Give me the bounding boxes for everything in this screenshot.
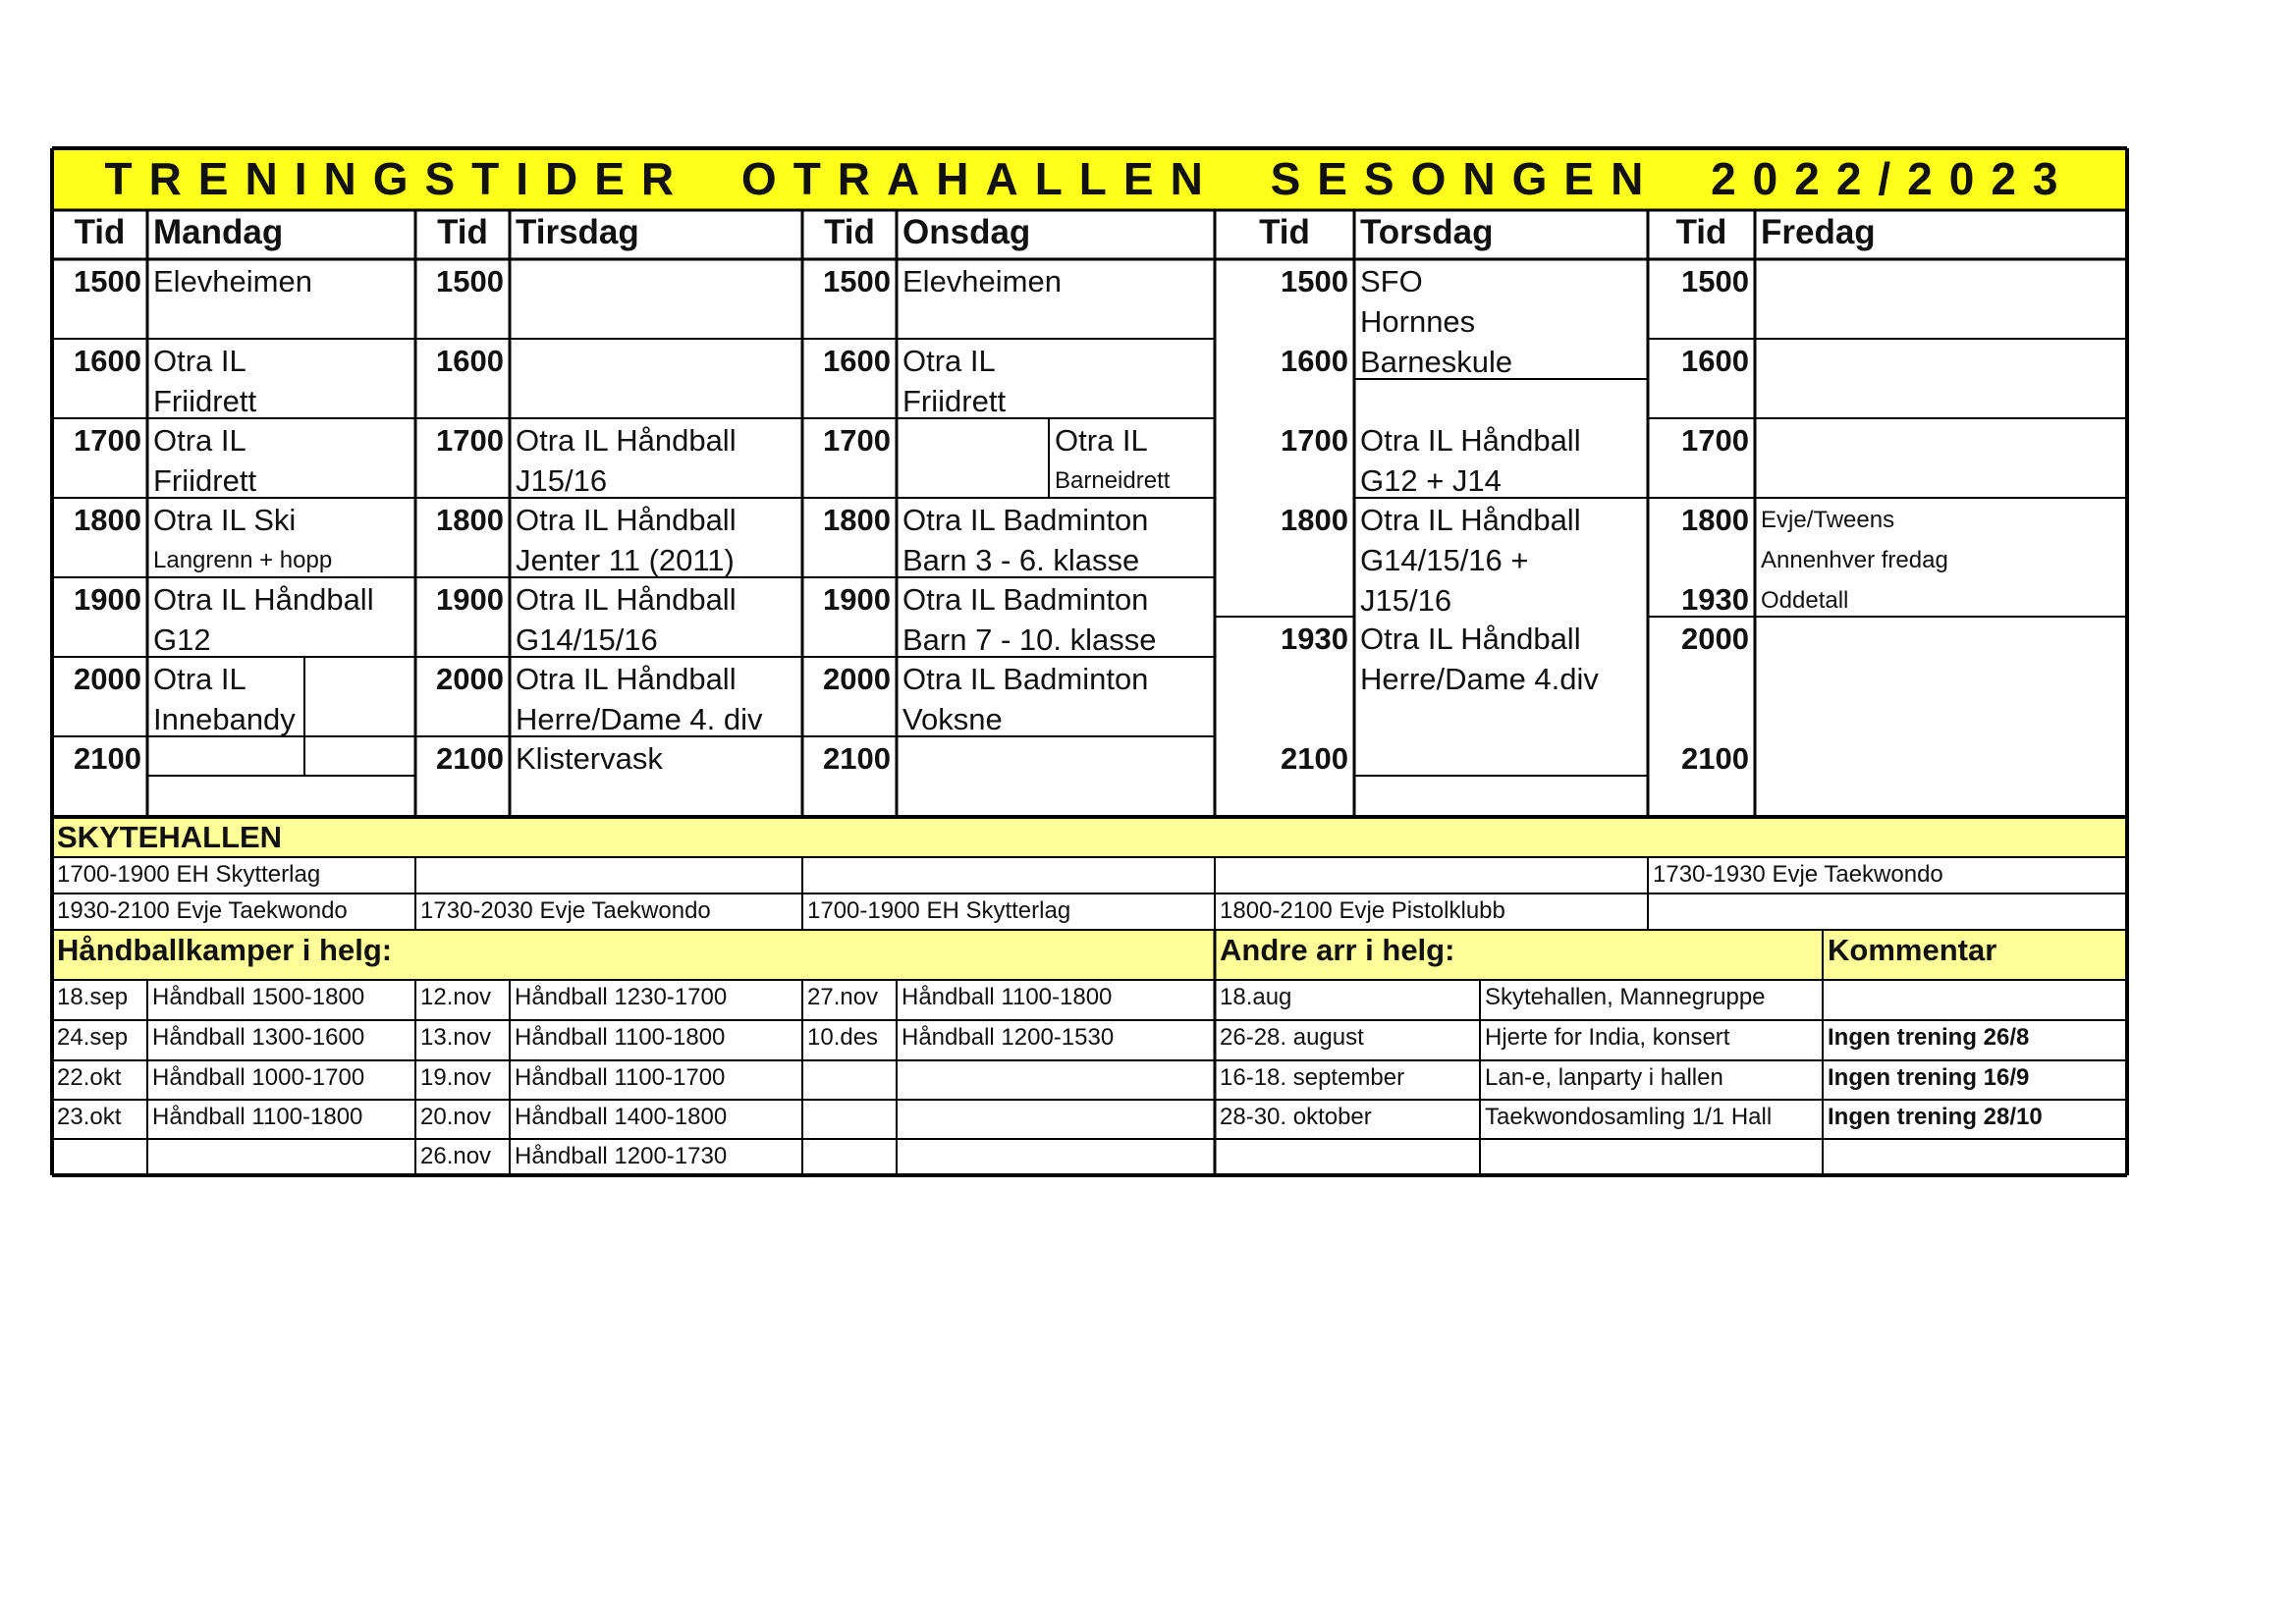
header-tid-fredag: Tid [1675,213,1727,251]
andre-event-5 [1480,1139,1823,1175]
onsdag-entry-6-line-2: Voksne [902,702,1003,736]
handball-col1-date-5 [52,1139,147,1175]
time-torsdag-2: 1600 [1281,344,1348,378]
onsdag-entry-2-line-1: Otra IL [902,344,996,378]
time-tirsdag-4: 1800 [436,503,504,537]
handball-col1-time-3: Håndball 1000-1700 [152,1064,365,1091]
torsdag-entry-2-line-2: G12 + J14 [1360,463,1502,498]
header-day-onsdag: Onsdag [902,213,1031,251]
handball-col2-date-2: 13.nov [420,1024,492,1051]
torsdag-entry-4 [1354,617,1648,715]
handball-col1-date-4: 23.okt [57,1104,122,1130]
time-mandag-4: 1800 [74,503,141,537]
handball-col3-time-5 [897,1139,1215,1175]
mandag-entry-3-line-1: Otra IL [153,423,246,458]
skytehallen-row1-col5: 1730-1930 Evje Taekwondo [1653,861,1943,888]
skytehallen-row1-col4 [1215,857,1648,893]
mandag-entry-1 [147,259,415,339]
torsdag-entry-3-line-1: Otra IL Håndball [1360,503,1581,537]
torsdag-entry-1-line-3: Barneskule [1360,345,1513,379]
header-tid-tirsdag: Tid [437,213,488,251]
time-tirsdag-7: 2100 [436,741,504,776]
time-tirsdag-1: 1500 [436,264,504,298]
torsdag-entry-3-line-2: G14/15/16 + [1360,543,1529,577]
handball-col1-date-2: 24.sep [57,1024,129,1051]
handball-col3-date-5 [802,1139,897,1175]
handball-col3-time-4 [897,1100,1215,1139]
mandag-entry-5-line-2: G12 [153,623,211,657]
time-mandag-7: 2100 [74,741,141,776]
andre-date-5 [1215,1139,1480,1175]
handball-col2-date-1: 12.nov [420,984,492,1010]
torsdag-entry-1-line-1: SFO [1360,264,1423,298]
time-fredag-7: 2100 [1681,741,1749,776]
handball-col1-date-3: 22.okt [57,1064,122,1091]
tirsdag-entry-6 [510,657,802,736]
handball-col2-date-3: 19.nov [420,1064,492,1091]
onsdag-entry-2 [897,339,1215,418]
torsdag-entry-4-line-2: Herre/Dame 4.div [1360,662,1599,696]
onsdag-entry-6 [897,657,1215,736]
onsdag-entry-5-line-2: Barn 7 - 10. klasse [902,623,1157,657]
header-day-tirsdag: Tirsdag [516,213,639,251]
fredag-entry-1-line-2: Annenhver fredag [1761,547,1948,573]
time-onsdag-3: 1700 [823,423,891,458]
onsdag-entry-5-line-1: Otra IL Badminton [902,582,1149,617]
mandag-entry-2-line-1: Otra IL [153,344,246,378]
skytehallen-row2-col3: 1700-1900 EH Skytterlag [807,897,1071,924]
tirsdag-entry-5 [510,577,802,657]
handball-col3-time-1: Håndball 1100-1800 [902,984,1113,1010]
handball-col1-time-2: Håndball 1300-1600 [152,1024,365,1051]
time-mandag-5: 1900 [74,582,141,617]
onsdag-entry-4-line-2: Barn 3 - 6. klasse [902,543,1140,577]
tirsdag-entry-7 [510,736,802,817]
kommentar-5 [1823,1139,2127,1175]
time-fredag-1: 1500 [1681,264,1749,298]
mandag-entry-4-line-1: Otra IL Ski [153,503,297,537]
handball-col3-time-2: Håndball 1200-1530 [902,1024,1115,1051]
tirsdag-entry-4-line-2: Jenter 11 (2011) [516,543,735,577]
handball-col1-time-4: Håndball 1100-1800 [152,1104,363,1130]
mandag-entry-2 [147,339,415,418]
skytehallen-row2-col5 [1648,893,2127,930]
andre-date-3: 16-18. september [1220,1064,1405,1091]
onsdag-entry-6-line-1: Otra IL Badminton [902,662,1149,696]
skytehallen-label: SKYTEHALLEN [57,820,283,854]
onsdag-entry-5 [897,577,1215,657]
tirsdag-entry-4-line-1: Otra IL Håndball [516,503,737,537]
time-onsdag-4: 1800 [823,503,891,537]
mandag-entry-3-line-2: Friidrett [153,463,257,498]
mandag-entry-3 [147,418,415,498]
time-fredag-2: 1600 [1681,344,1749,378]
mandag-entry-1-line-1: Elevheimen [153,264,312,298]
time-mandag-6: 2000 [74,662,141,696]
kommentar-1 [1823,980,2127,1020]
handball-col3-date-1: 27.nov [807,984,879,1010]
onsdag-entry-4-line-1: Otra IL Badminton [902,503,1149,537]
header-tid-onsdag: Tid [824,213,875,251]
handball-col2-time-3: Håndball 1100-1700 [515,1064,726,1091]
skytehallen-row1-col1: 1700-1900 EH Skytterlag [57,861,321,888]
tirsdag-entry-7-line-2: Klistervask [516,741,663,776]
handball-col2-date-4: 20.nov [420,1104,492,1130]
header-day-torsdag: Torsdag [1360,213,1494,251]
time-onsdag-2: 1600 [823,344,891,378]
torsdag-entry-1 [1354,259,1648,379]
andre-date-4: 28-30. oktober [1220,1104,1372,1130]
tirsdag-entry-5-line-1: Otra IL Håndball [516,582,737,617]
handball-col1-time-5 [147,1139,415,1175]
torsdag-entry-2-line-1: Otra IL Håndball [1360,423,1581,458]
time-tirsdag-2: 1600 [436,344,504,378]
mandag-entry-6-line-1: Otra IL [153,662,246,696]
time-mandag-2: 1600 [74,344,141,378]
mandag-entry-6 [147,657,304,763]
tirsdag-entry-6-line-1: Otra IL Håndball [516,662,737,696]
fredag-entry-1 [1755,498,2127,617]
onsdag-entry-1 [897,259,1215,339]
handball-col2-time-4: Håndball 1400-1800 [515,1104,728,1130]
torsdag-entry-2 [1354,418,1648,498]
kommentar-4: Ingen trening 28/10 [1828,1104,2043,1130]
header-tid-mandag: Tid [74,213,126,251]
handball-col3-date-4 [802,1100,897,1139]
time-mandag-3: 1700 [74,423,141,458]
onsdag-entry-2-line-2: Friidrett [902,384,1007,418]
tirsdag-entry-3 [510,418,802,498]
andre-arr-label: Andre arr i helg: [1220,933,1455,967]
handball-col2-date-5: 26.nov [420,1143,492,1169]
mandag-entry-5-line-1: Otra IL Håndball [153,582,374,617]
onsdag-entry-4 [897,498,1215,577]
onsdag-entry-3-line-2: Barneidrett [1055,467,1171,494]
andre-event-3: Lan-e, lanparty i hallen [1485,1064,1723,1091]
andre-date-1: 18.aug [1220,984,1292,1010]
time-torsdag-6: 2100 [1281,741,1348,776]
andre-event-2: Hjerte for India, konsert [1485,1024,1730,1051]
kommentar-label: Kommentar [1828,933,1997,967]
handball-col3-date-2: 10.des [807,1024,879,1051]
handball-col1-date-1: 18.sep [57,984,129,1010]
time-fredag-4: 1800 [1681,503,1749,537]
tirsdag-entry-6-line-2: Herre/Dame 4. div [516,702,763,736]
time-tirsdag-6: 2000 [436,662,504,696]
time-torsdag-4: 1800 [1281,503,1348,537]
mandag-entry-5 [147,577,415,657]
torsdag-entry-4-line-1: Otra IL Håndball [1360,622,1581,656]
onsdag-entry-3 [1049,418,1215,498]
time-torsdag-1: 1500 [1281,264,1348,298]
handball-col2-time-1: Håndball 1230-1700 [515,984,728,1010]
andre-event-4: Taekwondosamling 1/1 Hall [1485,1104,1773,1130]
skytehallen-row1-col2 [415,857,802,893]
time-onsdag-5: 1900 [823,582,891,617]
handball-col2-time-5: Håndball 1200-1730 [515,1143,728,1169]
tirsdag-entry-5-line-2: G14/15/16 [516,623,658,657]
handball-weekend-label: Håndballkamper i helg: [57,933,393,967]
mandag-entry-4 [147,498,415,577]
skytehallen-row2-col2: 1730-2030 Evje Taekwondo [420,897,711,924]
time-mandag-1: 1500 [74,264,141,298]
time-fredag-3: 1700 [1681,423,1749,458]
torsdag-entry-3 [1354,498,1648,617]
skytehallen-row2-col4: 1800-2100 Evje Pistolklubb [1220,897,1505,924]
tirsdag-entry-3-line-1: Otra IL Håndball [516,423,737,458]
mandag-entry-4-line-2: Langrenn + hopp [153,547,333,573]
time-tirsdag-3: 1700 [436,423,504,458]
andre-event-1: Skytehallen, Mannegruppe [1485,984,1766,1010]
handball-col2-time-2: Håndball 1100-1800 [515,1024,726,1051]
time-fredag-5: 1930 [1681,582,1749,617]
onsdag-entry-3-line-1: Otra IL [1055,423,1148,458]
skytehallen-row1-col3 [802,857,1215,893]
handball-col1-time-1: Håndball 1500-1800 [152,984,365,1010]
skytehallen-row2-col1: 1930-2100 Evje Taekwondo [57,897,348,924]
time-onsdag-7: 2100 [823,741,891,776]
handball-col3-time-3 [897,1060,1215,1100]
time-torsdag-5: 1930 [1281,622,1348,656]
kommentar-2: Ingen trening 26/8 [1828,1024,2030,1051]
page-title: TRENINGSTIDER OTRAHALLEN SESONGEN 2022/2023 [104,152,2075,204]
onsdag-entry-1-line-1: Elevheimen [902,264,1062,298]
header-day-fredag: Fredag [1761,213,1876,251]
fredag-entry-1-line-3: Oddetall [1761,587,1849,614]
handball-col3-date-3 [802,1060,897,1100]
header-day-mandag: Mandag [153,213,284,251]
fredag-entry-1-line-1: Evje/Tweens [1761,507,1895,533]
tirsdag-entry-3-line-2: J15/16 [516,463,608,498]
time-torsdag-3: 1700 [1281,423,1348,458]
torsdag-entry-1-line-2: Hornnes [1360,304,1476,339]
tirsdag-entry-4 [510,498,802,577]
time-fredag-6: 2000 [1681,622,1749,656]
time-onsdag-6: 2000 [823,662,891,696]
time-onsdag-1: 1500 [823,264,891,298]
torsdag-entry-3-line-3: J15/16 [1360,583,1452,617]
mandag-entry-2-line-2: Friidrett [153,384,257,418]
kommentar-3: Ingen trening 16/9 [1828,1064,2030,1091]
mandag-entry-6-line-2: Innebandy [153,702,296,736]
andre-date-2: 26-28. august [1220,1024,1364,1051]
header-tid-torsdag: Tid [1259,213,1310,251]
time-tirsdag-5: 1900 [436,582,504,617]
